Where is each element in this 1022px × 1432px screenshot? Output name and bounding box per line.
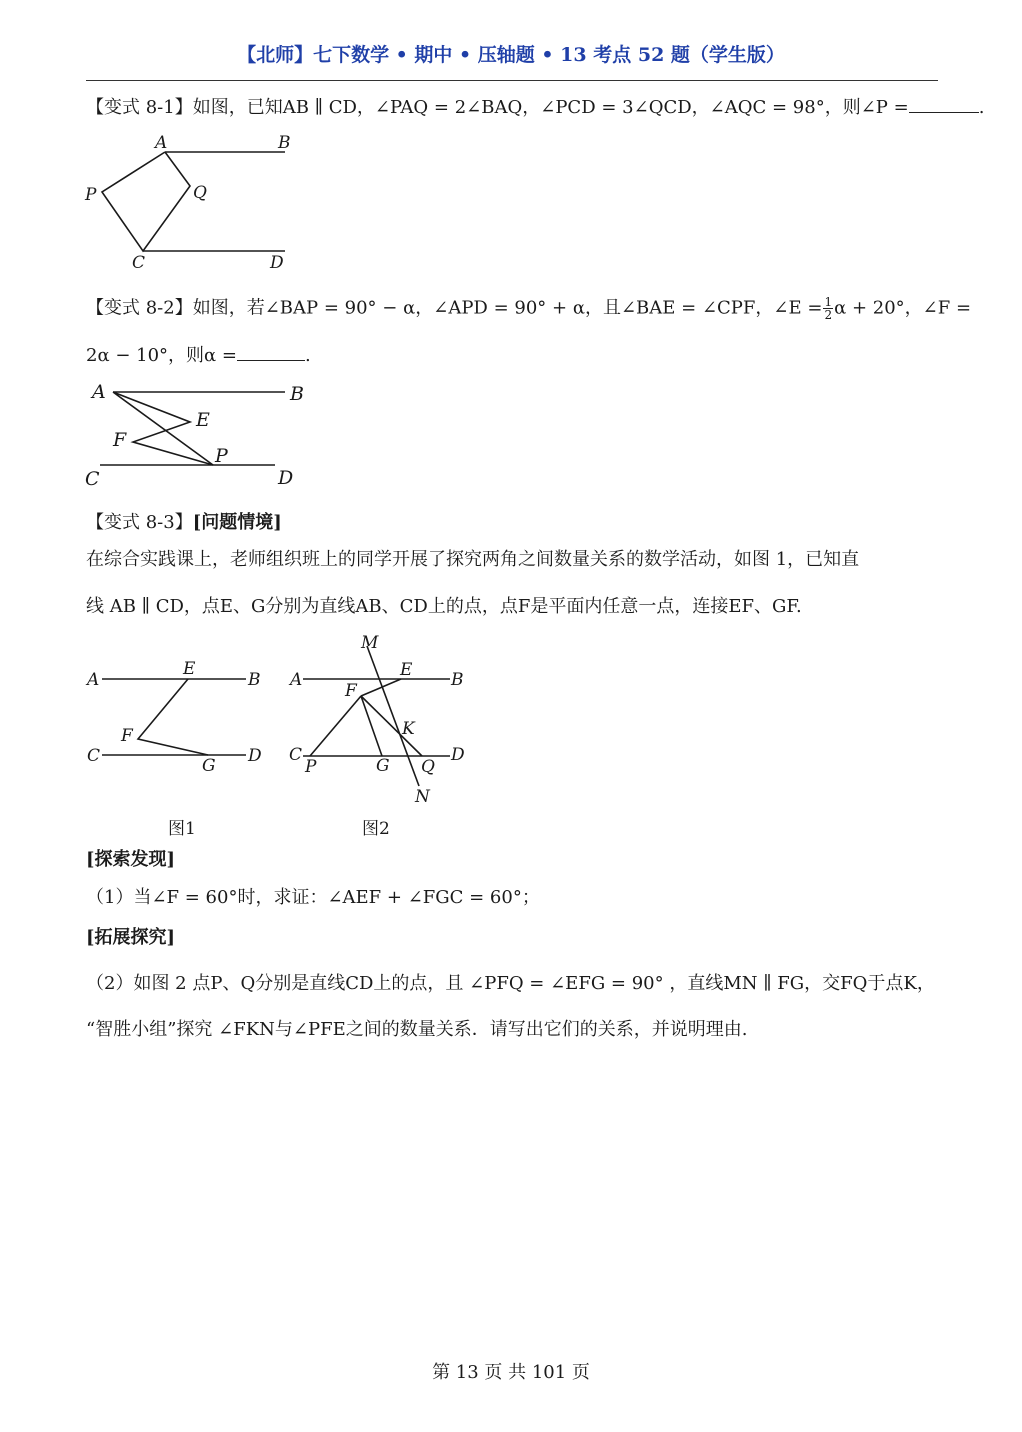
fig2-label-b: B bbox=[451, 670, 464, 690]
q2-label-e: E bbox=[196, 409, 210, 431]
q1-label-c: C bbox=[132, 253, 146, 273]
q2-label-f: F bbox=[113, 429, 127, 451]
fig1-label-d: D bbox=[248, 746, 262, 766]
q3-title-text: 【变式 8-3】 bbox=[86, 512, 193, 533]
fig1-path-efg bbox=[138, 679, 208, 755]
q3-figure-2 bbox=[285, 632, 485, 807]
page-footer: 第 13 页 共 101 页 bbox=[432, 1362, 590, 1383]
q2-figure bbox=[80, 378, 320, 488]
fig2-seg-fg bbox=[361, 696, 382, 756]
fig1-label-c: C bbox=[87, 746, 101, 766]
q3-title bbox=[86, 512, 282, 534]
q1-quadrilateral bbox=[102, 152, 190, 251]
q3-section-explore: [探索发现] bbox=[86, 849, 176, 870]
fig2-label-a: A bbox=[290, 670, 303, 690]
fig2-label-m: M bbox=[361, 633, 379, 653]
q2-line2: 2α − 10°，则α = bbox=[86, 345, 237, 366]
fig1-caption: 图1 bbox=[168, 819, 196, 839]
q2-label-p: P bbox=[215, 445, 228, 467]
q2-statement-line2 bbox=[86, 342, 311, 367]
page-header: 【北师】七下数学 • 期中 • 压轴题 • 13 考点 52 题（学生版） bbox=[237, 44, 785, 66]
q2-label-d: D bbox=[278, 467, 294, 489]
q2-label-a: A bbox=[92, 381, 106, 403]
fig1-label-a: A bbox=[87, 670, 100, 690]
q3-part1: （1）当∠F = 60°时，求证：∠AEF + ∠FGC = 60°； bbox=[86, 887, 540, 908]
q1-label-q: Q bbox=[193, 183, 207, 203]
fig2-label-q: Q bbox=[421, 757, 435, 777]
fig2-label-p: P bbox=[305, 757, 317, 777]
q2-frac-den: 2 bbox=[824, 308, 833, 322]
header-divider bbox=[86, 80, 938, 81]
q1-label-a: A bbox=[155, 133, 168, 153]
fig2-seg-fp bbox=[310, 696, 361, 756]
fig1-label-g: G bbox=[202, 756, 216, 776]
q2-statement-line1 bbox=[86, 296, 971, 321]
fig1-label-e: E bbox=[183, 659, 196, 679]
q3-paragraph-line1: 在综合实践课上，老师组织班上的同学开展了探究两角之间数量关系的数学活动，如图 1，已知直 bbox=[86, 549, 860, 570]
q2-text-a: 【变式 8-2】如图，若∠BAP = 90° − α，∠APD = 90° + α，且∠BAE = ∠CPF，∠E = bbox=[86, 297, 823, 319]
q1-figure bbox=[80, 130, 320, 273]
fig2-caption: 图2 bbox=[362, 819, 390, 839]
q3-part2-line2: “智胜小组”探究 ∠FKN与∠PFE之间的数量关系．请写出它们的关系，并说明理由. bbox=[86, 1019, 748, 1040]
fig2-label-d: D bbox=[451, 745, 465, 765]
q3-figure-1 bbox=[80, 659, 270, 776]
q2-label-c: C bbox=[85, 468, 100, 490]
q1-statement bbox=[86, 94, 984, 119]
q2-text-b: α + 20°，∠F = bbox=[834, 297, 972, 319]
q1-label-p: P bbox=[85, 185, 97, 205]
q2-answer-blank bbox=[237, 342, 305, 361]
q2-frac-num: 1 bbox=[824, 295, 833, 309]
q2-end: . bbox=[305, 345, 311, 366]
fig2-label-k: K bbox=[402, 719, 415, 739]
fig2-label-g: G bbox=[376, 756, 390, 776]
q1-text: 【变式 8-1】如图，已知AB ∥ CD，∠PAQ = 2∠BAQ，∠PCD = 3∠QCD，∠AQC = 98°，则∠P = bbox=[86, 97, 909, 118]
fig2-label-f: F bbox=[345, 681, 357, 701]
q3-section-extend: [拓展探究] bbox=[86, 927, 176, 948]
q3-subtitle: [问题情境] bbox=[192, 512, 282, 533]
q1-answer-blank bbox=[909, 94, 979, 113]
fig1-label-b: B bbox=[248, 670, 261, 690]
fig2-label-c: C bbox=[289, 745, 303, 765]
fig2-label-e: E bbox=[400, 660, 413, 680]
q1-label-b: B bbox=[278, 133, 291, 153]
q2-label-b: B bbox=[290, 383, 304, 405]
q1-end: . bbox=[978, 97, 985, 118]
q1-label-d: D bbox=[270, 253, 284, 273]
q3-part2-line1: （2）如图 2 点P、Q分别是直线CD上的点，且 ∠PFQ = ∠EFG = 90° ，直线MN ∥ FG，交FQ于点K， bbox=[86, 973, 935, 994]
q3-paragraph-line2: 线 AB ∥ CD，点E、G分别为直线AB、CD上的点，点F是平面内任意一点，连接EF、GF. bbox=[86, 596, 802, 617]
fig1-label-f: F bbox=[121, 726, 133, 746]
fig2-label-n: N bbox=[415, 787, 430, 807]
q2-fraction bbox=[823, 296, 833, 321]
